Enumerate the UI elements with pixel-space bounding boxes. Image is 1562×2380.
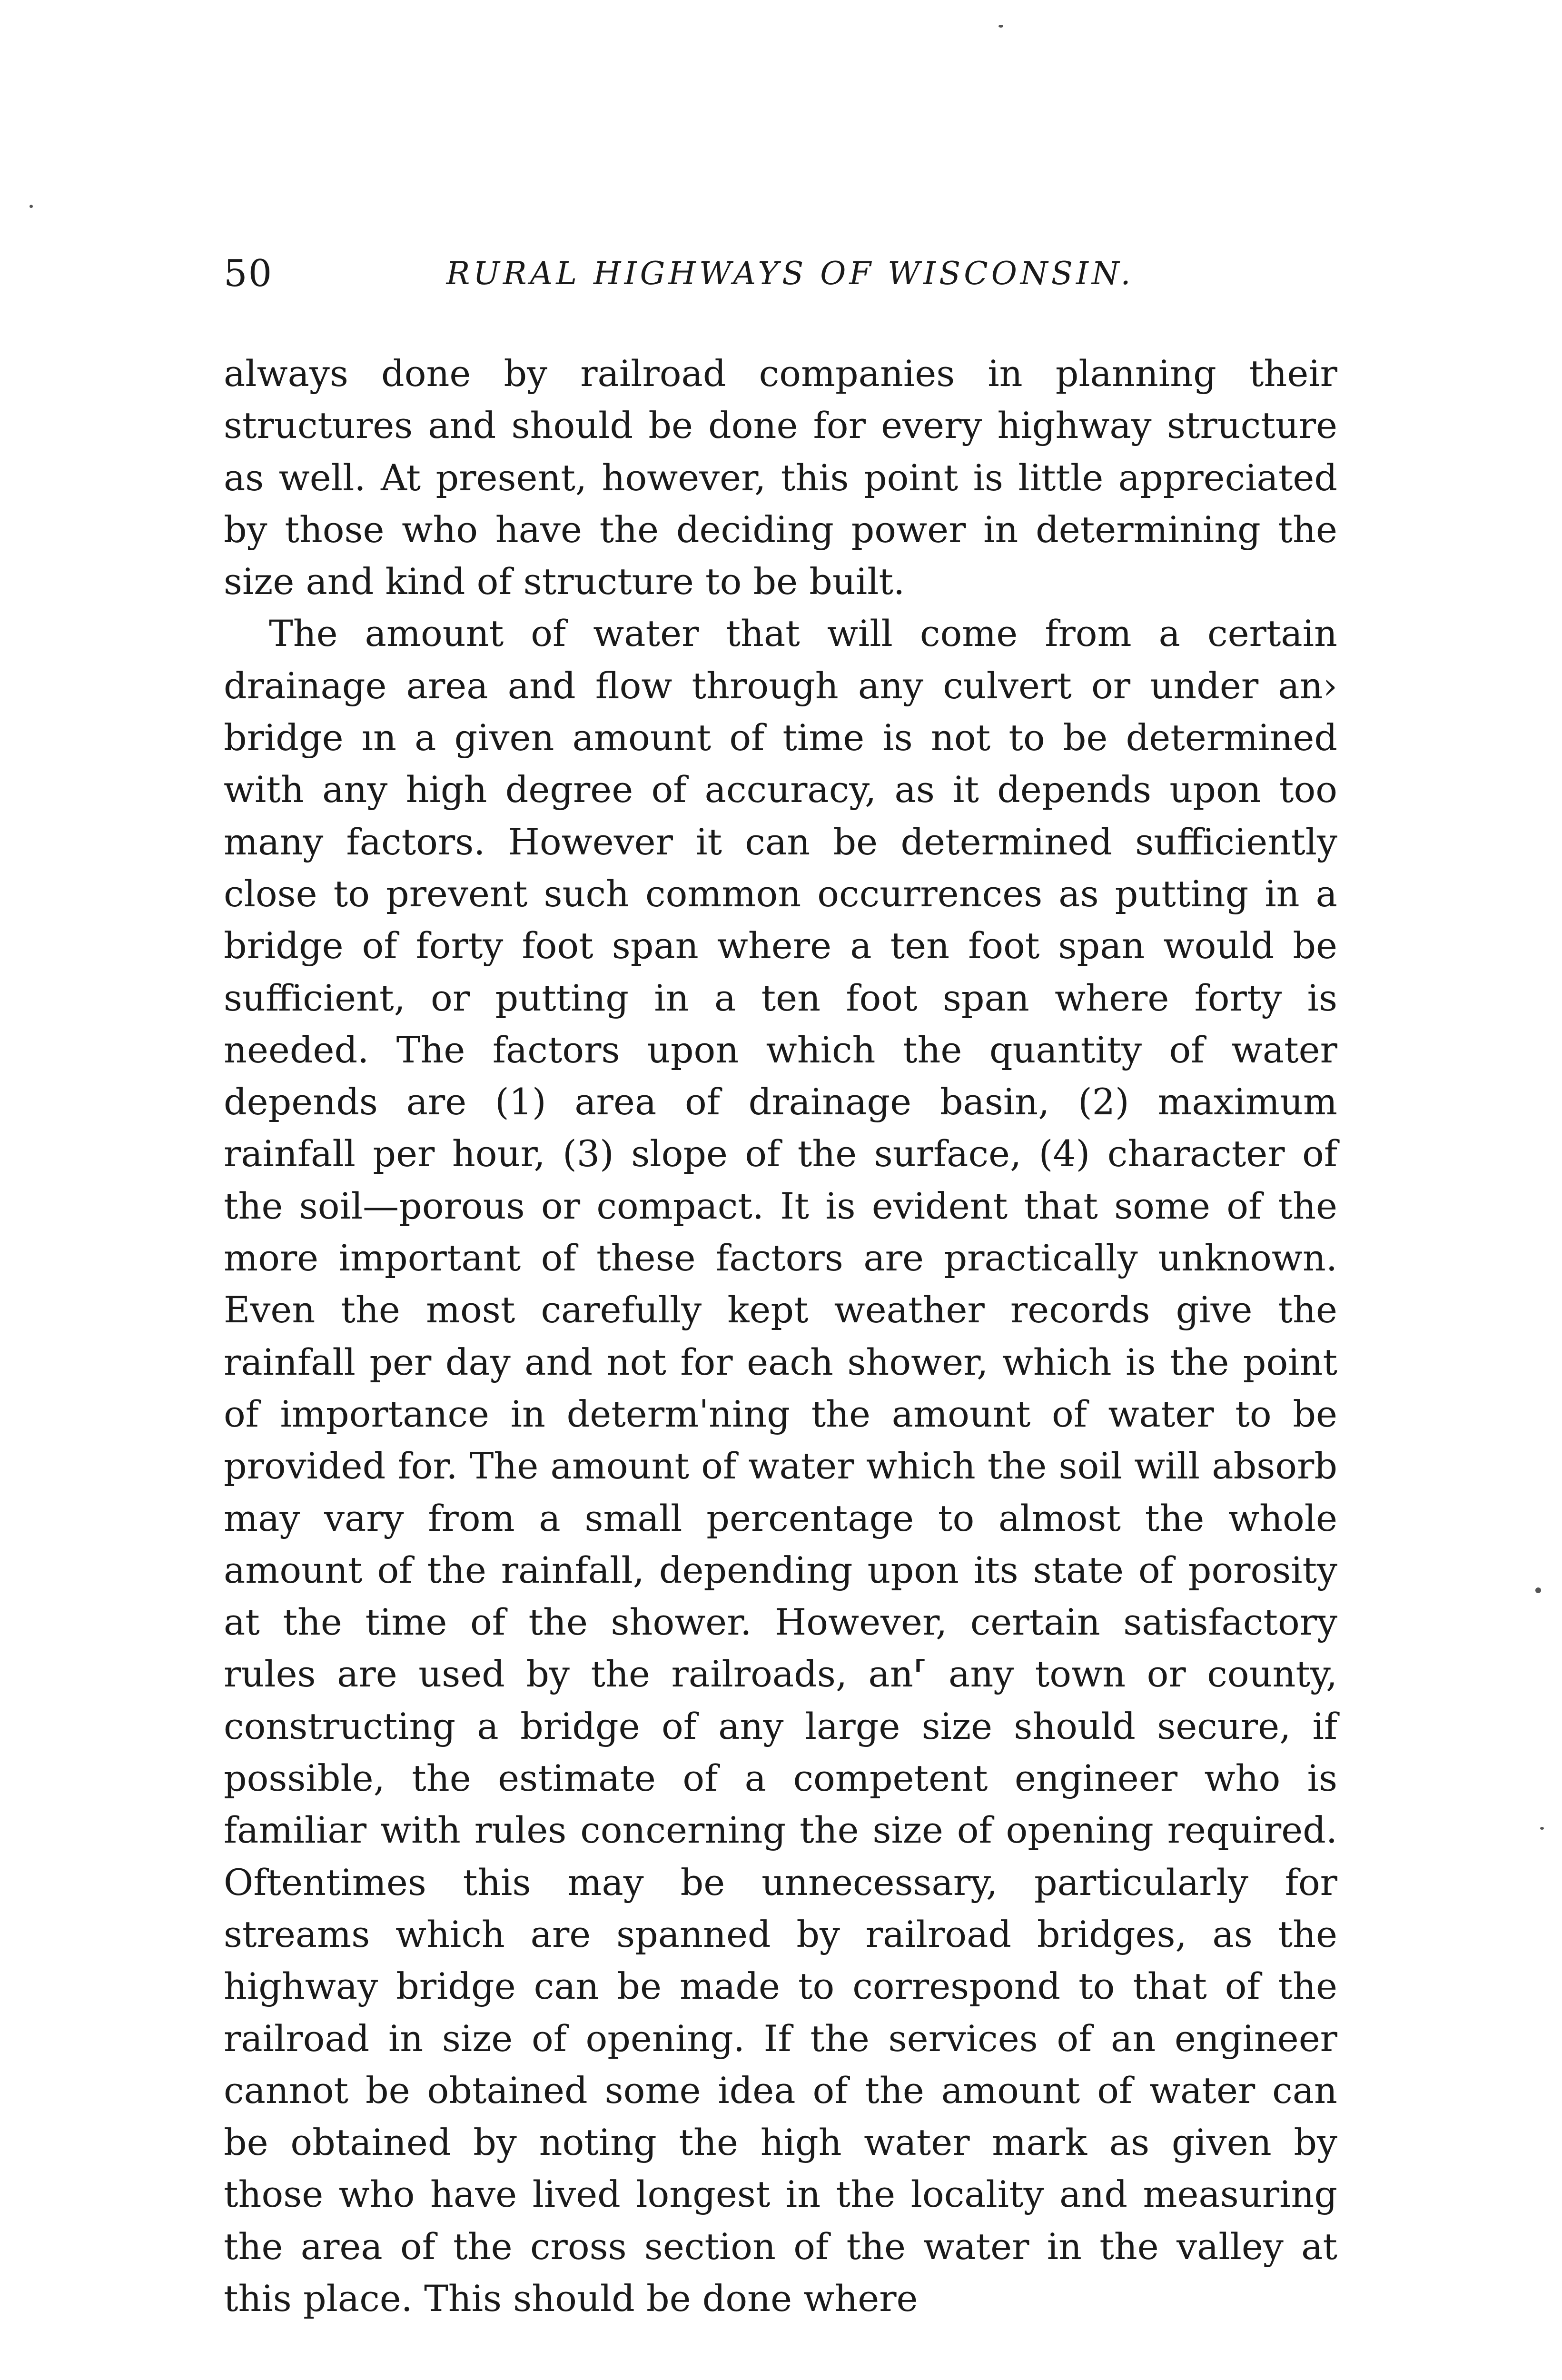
scan-speck [1540,1827,1544,1830]
body-text [224,347,1337,2324]
scan-speck [30,205,33,208]
scan-speck [998,25,1003,28]
scan-speck [1535,1587,1541,1593]
paragraph-continuation: always done by railroad companies in planning their structures and should be done for every highway structure as well. At present, however, this point is little appreciated by those who have the deciding power in determining the size and kind of structure to be built. [224,352,1337,603]
running-head [224,248,1337,300]
page-number: 50 [224,252,273,295]
paragraph-drainage: The amount of water that will come from a certain drainage area and flow through any culvert or under an› bridge ın a given amount of time is not to be determined with any high degree of accuracy, as it depends upon too many factors. However it can be determined sufficiently close to prevent such common occurrences as putting in a bridge of forty foot span where a ten foot span would be sufficient, or putting in a ten foot span where forty is needed. The factors upon which the quantity of water depends are (1) area of drainage basin, (2) maximum rainfall per hour, (3) slope of the surface, (4) character of the soil—porous or compact. It is evident that some of the more important of these factors are practically unknown. Even the most carefully kept weather records give the rainfall per day and not for each shower, which is the point of importance in determˈning the amount of water to be provided for. The amount of water which the soil will absorb may vary from a small percentage to almost the whole amount of the rainfall, depending upon its state of porosity at the time of the shower. However, certain satisfactory rules are used by the railroads, an⸢ any town or county, constructing a bridge of any large size should secure, if possible, the estimate of a competent engineer who is familiar with rules concerning the size of opening required. Oftentimes this may be unnecessary, particularly for streams which are spanned by railroad bridges, as the highway bridge can be made to correspond to that of the railroad in size of opening. If the services of an engineer cannot be obtained some idea of the amount of water can be obtained by noting the high water mark as given by those who have lived longest in the locality and measuring the area of the cross section of the water in the valley at this place. This should be done where [224,612,1337,2320]
running-title: RURAL HIGHWAYS OF WISCONSIN. [446,255,1134,292]
